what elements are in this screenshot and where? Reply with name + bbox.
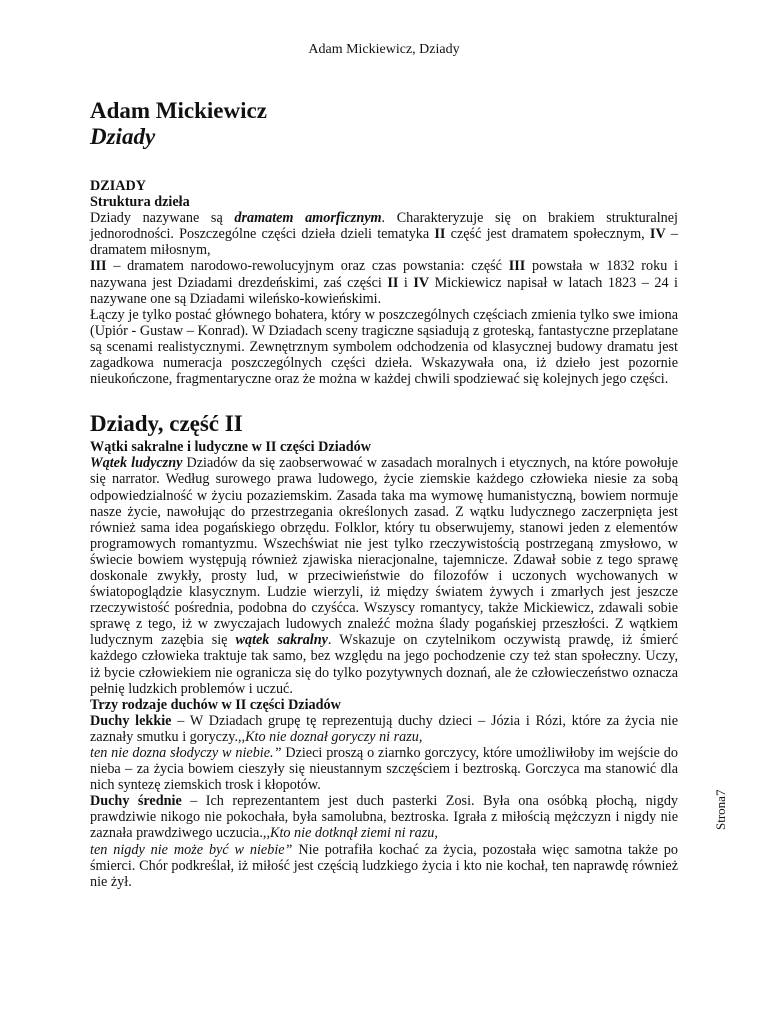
emphasis-text: Wątek ludyczny <box>90 455 183 472</box>
emphasis-text: II <box>434 226 446 243</box>
text-run: część jest dramatem społecznym, <box>445 226 650 243</box>
quote-line: Kto nie dotknął ziemi ni razu, <box>270 825 438 842</box>
text-run: powstała w 1832 roku i nazywana jest Dziadami drezdeńskimi, zaś części <box>90 258 678 291</box>
quote-line: ten nigdy nie może być w niebie” <box>90 841 293 858</box>
text-run: Dziady nazywane są <box>90 210 235 227</box>
page-number-label: Strona7 <box>713 789 728 830</box>
subsection-heading-structure: Struktura dzieła <box>90 194 190 211</box>
term-label: Duchy lekkie <box>90 712 172 729</box>
document-author: Adam Mickiewicz <box>90 98 267 123</box>
light-spirits-paragraph <box>90 713 678 793</box>
intro-paragraph-2 <box>90 258 678 306</box>
emphasis-text: wątek sakralny <box>235 632 328 649</box>
quote-line: Kto nie doznał goryczy ni razu, <box>245 728 423 745</box>
emphasis-text: III <box>508 258 526 275</box>
text-run: . Charakteryzuje się on brakiem strukturalnej jednorodności. Poszczególne części dzieła dzieli tematyka <box>90 210 678 243</box>
intro-paragraph-3: Łączy je tylko postać głównego bohatera, który w poszczególnych częściach zmienia tylko swe imiona (Upiór - Gustaw – Konrad). W Dziadach sceny tragiczne sąsiadują z groteską, fantastyczne przeplatane są scenami realistycznymi. Zewnętrznym symbolem odchodzenia od klasycznej budowy dramatu jest zagadkowa numeracja poszczególnych części dzieła. Wskazywała ona, iż dzieło jest pozornie nieukończone, fragmentaryczne oraz że można w każdej chwili spodziewać się kolejnych jego części. <box>90 306 678 388</box>
text-run: . Wskazuje on czytelnikom oczywistą prawdę, iż śmierć każdego człowieka traktuje tak samo, bez względu na jego pochodzenie czy też stan społeczny. Uczy, iż bycie człowiekiem nie ogranicza się do tylko pozytywnych doznań, ale że człowieczeństwo oznacza pełnię ludzkich problemów i uczuć. <box>90 632 678 697</box>
page-number-side <box>713 789 753 846</box>
subsection-heading-spirits: Trzy rodzaje duchów w II części Dziadów <box>90 696 341 713</box>
text-run: – W Dziadach grupę tę reprezentują duchy dzieci – Józia i Rózi, które za życia nie zaznały smutku i goryczy.,, <box>90 712 678 745</box>
emphasis-text: IV <box>413 274 430 291</box>
running-header: Adam Mickiewicz, Dziady <box>308 42 460 57</box>
emphasis-text: III <box>90 258 107 275</box>
emphasis-text: II <box>387 274 399 291</box>
text-run: – Ich reprezentantem jest duch pasterki Zosi. Była ona osóbką płochą, nigdy prawdziwie nikogo nie pokochała, była samolubna, beztroska. Igrała z miłością mężczyzn i nigdy nie zaznała prawdziwego uczucia.,, <box>90 793 679 842</box>
middle-spirits-paragraph <box>90 793 678 890</box>
document-body <box>90 98 678 890</box>
emphasis-text: IV <box>649 226 666 243</box>
subsection-heading-motifs: Wątki sakralne i ludyczne w II części Dziadów <box>90 439 371 456</box>
text-run: – dramatem miłosnym, <box>90 226 679 259</box>
intro-paragraph-1 <box>90 210 678 258</box>
document-title: Dziady <box>90 124 156 149</box>
text-run: Dziadów da się zaobserwować w zasadach moralnych i etycznych, na które powołuje się narrator. Według surowego prawa ludowego, życie ziemskie każdego człowieka niesie za sobą odpowiedzialność w życiu pozaziemskim. Zasada taka ma wymowę humanistyczną, bowiem normuje nasze życie, nawołując do przestrzegania określonych zasad. Z wątku ludycznego zaczerpnięta jest również sama idea pogańskiego obrzędu. Folklor, który tu obserwujemy, stanowi jeden z elementów programowych romantyzmu. Wszechświat nie jest tylko rzeczywistością postrzeganą zmysłowo, w świecie bowiem występują również zjawiska nieracjonalne, tajemnicze. Zdawał sobie z tego sprawę doskonale zwykły, prosty lud, w przeciwieństwie do filozofów i uczonych wychowanych w światopoglądzie klasycznym. Ludzie wierzyli, iż między światem żywych i zmarłych jest jeszcze rzeczywistość pośrednia, podobna do czyśćca. Wszyscy romantycy, także Mickiewicz, zdawali sobie sprawę z tego, iż w zwyczajach ludowych znaleźć można ślady pogańskiej przeszłości. Z wątkiem ludycznym zazębia się <box>90 455 678 649</box>
text-run: i <box>398 274 414 291</box>
part-two-title: Dziady, część II <box>90 411 243 437</box>
emphasis-text: dramatem amorficznym <box>234 210 382 227</box>
term-label: Duchy średnie <box>90 793 182 810</box>
text-run: – dramatem narodowo-rewolucyjnym oraz czas powstania: część <box>106 258 509 275</box>
text-run: Dzieci proszą o ziarnko gorczycy, które umożliwiłoby im wejście do nieba – za życia bowiem cieszyły się nieustannym szczęściem i beztroską. Gorczyca ma stanowić dla nich syntezę ziemskich trosk i kłopotów. <box>90 745 678 794</box>
motifs-paragraph <box>90 455 678 696</box>
section-label: DZIADY <box>90 178 146 194</box>
text-run: Nie potrafiła kochać za życia, pozostała więc samotna także po śmierci. Chór podkreślał, iż miłość jest częścią ludzkiego życia i kto nie kochał, ten naprawdę również nie żył. <box>90 841 678 890</box>
text-run: Mickiewicz napisał w latach 1823 – 24 i nazywane one są Dziadami wileńsko-kowieńskimi. <box>90 274 678 307</box>
quote-line: ten nie dozna słodyczy w niebie.” <box>90 745 282 761</box>
